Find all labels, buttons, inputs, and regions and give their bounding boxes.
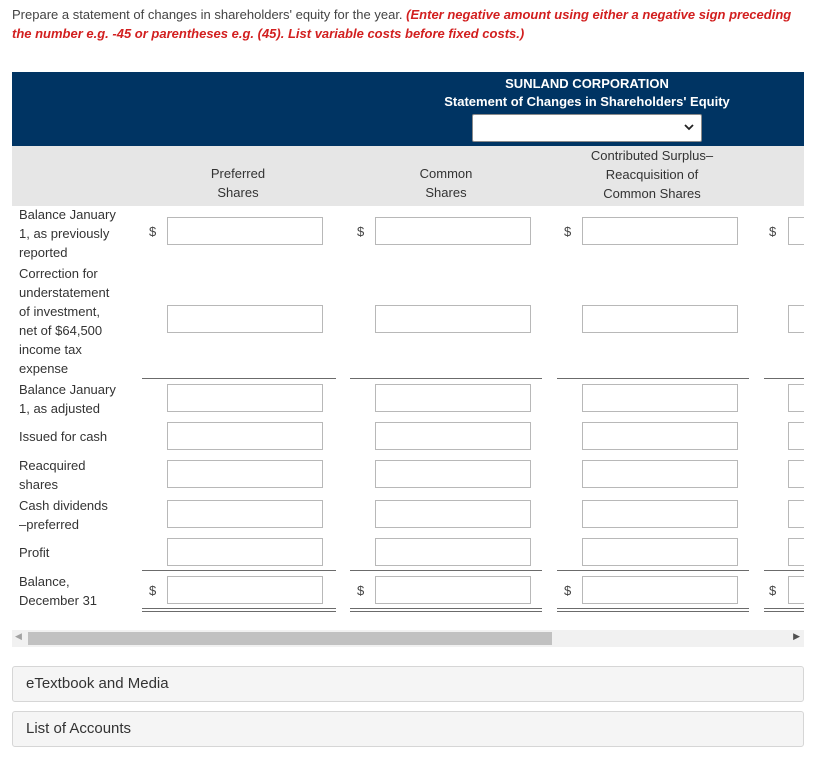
double-underline [764, 611, 804, 612]
scrollbar-thumb[interactable] [28, 632, 552, 645]
input-dividends-preferred[interactable] [167, 500, 323, 528]
row-label-line: expense [19, 361, 69, 376]
row-label-cash-dividends [19, 496, 108, 534]
row-label-profit [19, 543, 49, 562]
row-label-line: understatement [19, 285, 110, 300]
total-rule [350, 570, 542, 571]
input-reacquired-common[interactable] [375, 460, 531, 488]
currency-symbol: $ [564, 583, 572, 598]
company-name: SUNLAND CORPORATION [505, 76, 669, 91]
column-header-line: Common [419, 166, 473, 181]
subtotal-rule [764, 378, 804, 379]
statement-table [12, 72, 804, 620]
input-balance-dec31-preferred[interactable] [167, 576, 323, 604]
scroll-right-arrow-icon[interactable]: ▶ [793, 631, 800, 641]
row-label-line: Balance January [19, 382, 116, 397]
input-profit-contributed[interactable] [582, 538, 738, 566]
input-issued-common[interactable] [375, 422, 531, 450]
input-issued-contributed[interactable] [582, 422, 738, 450]
input-reacquired-contributed[interactable] [582, 460, 738, 488]
input-balance-reported-preferred[interactable] [167, 217, 323, 245]
input-balance-dec31-col4[interactable] [788, 576, 804, 604]
row-label-line: December 31 [19, 593, 98, 608]
currency-symbol: $ [357, 224, 365, 239]
input-dividends-common[interactable] [375, 500, 531, 528]
input-balance-adjusted-col4[interactable] [788, 384, 804, 412]
input-issued-preferred[interactable] [167, 422, 323, 450]
column-header-preferred [158, 164, 318, 202]
total-rule [557, 570, 749, 571]
subtotal-rule [557, 378, 749, 379]
currency-symbol: $ [564, 224, 572, 239]
row-label-balance-dec31 [19, 572, 97, 610]
input-correction-contributed[interactable] [582, 305, 738, 333]
column-header-line: Common Shares [603, 186, 701, 201]
input-balance-adjusted-common[interactable] [375, 384, 531, 412]
list-of-accounts-button[interactable]: List of Accounts [12, 711, 804, 747]
column-header-line: Contributed Surplus– [590, 148, 714, 163]
input-issued-col4[interactable] [788, 422, 804, 450]
currency-symbol: $ [149, 583, 157, 598]
input-correction-preferred[interactable] [167, 305, 323, 333]
instructions-note: (Enter negative amount using either a negative sign preceding the number e.g. -45 or parentheses e.g. (45). List variable costs before fixed costs.) [12, 7, 792, 41]
row-label-line: Balance January [19, 207, 116, 222]
column-header-contributed-surplus [572, 146, 732, 203]
row-label-line: 1, as previously [19, 226, 110, 241]
total-rule [764, 570, 804, 571]
column-header-band [12, 146, 804, 206]
row-label-reacquired-shares [19, 456, 86, 494]
scroll-left-arrow-icon[interactable]: ◀ [15, 631, 22, 641]
row-label-line: Balance, [19, 574, 70, 589]
input-profit-col4[interactable] [788, 538, 804, 566]
input-balance-dec31-common[interactable] [375, 576, 531, 604]
input-balance-dec31-contributed[interactable] [582, 576, 738, 604]
date-select[interactable] [472, 114, 702, 142]
input-dividends-col4[interactable] [788, 500, 804, 528]
input-profit-preferred[interactable] [167, 538, 323, 566]
horizontal-scrollbar[interactable] [12, 630, 804, 647]
statement-header [12, 72, 804, 146]
currency-symbol: $ [357, 583, 365, 598]
input-profit-common[interactable] [375, 538, 531, 566]
double-underline [350, 608, 542, 609]
total-rule [142, 570, 336, 571]
input-dividends-contributed[interactable] [582, 500, 738, 528]
column-header-line: Preferred [210, 166, 266, 181]
column-header-line: Reacquisition of [605, 167, 699, 182]
double-underline [142, 608, 336, 609]
instructions [12, 5, 812, 43]
row-label-line: income tax [19, 342, 82, 357]
row-label-line: Reacquired [19, 458, 86, 473]
row-label-line: Issued for cash [19, 429, 108, 444]
row-label-line: net of $64,500 [19, 323, 103, 338]
subtotal-rule [350, 378, 542, 379]
etextbook-and-media-button[interactable]: eTextbook and Media [12, 666, 804, 702]
row-label-line: Profit [19, 545, 50, 560]
input-balance-reported-common[interactable] [375, 217, 531, 245]
row-label-balance-jan-adjusted [19, 380, 116, 418]
row-label-line: 1, as adjusted [19, 401, 100, 416]
currency-symbol: $ [769, 224, 777, 239]
currency-symbol: $ [769, 583, 777, 598]
row-label-issued-for-cash [19, 427, 107, 446]
double-underline [557, 611, 749, 612]
double-underline [764, 608, 804, 609]
input-balance-reported-contributed[interactable] [582, 217, 738, 245]
row-label-balance-jan-reported [19, 205, 116, 262]
row-label-line: Correction for [19, 266, 98, 281]
chevron-down-icon [684, 120, 694, 134]
column-header-common [366, 164, 526, 202]
input-reacquired-col4[interactable] [788, 460, 804, 488]
input-reacquired-preferred[interactable] [167, 460, 323, 488]
subtotal-rule [142, 378, 336, 379]
double-underline [350, 611, 542, 612]
row-label-line: –preferred [19, 517, 79, 532]
input-balance-adjusted-contributed[interactable] [582, 384, 738, 412]
statement-title: Statement of Changes in Shareholders' Equity [444, 94, 730, 109]
input-correction-common[interactable] [375, 305, 531, 333]
instructions-lead: Prepare a statement of changes in shareholders' equity for the year. [12, 7, 403, 22]
currency-symbol: $ [149, 224, 157, 239]
input-balance-adjusted-preferred[interactable] [167, 384, 323, 412]
row-label-line: of investment, [19, 304, 100, 319]
row-label-line: Cash dividends [19, 498, 108, 513]
input-balance-reported-col4[interactable] [788, 217, 804, 245]
double-underline [557, 608, 749, 609]
column-header-line: Shares [217, 185, 259, 200]
row-label-line: shares [19, 477, 59, 492]
row-label-line: reported [19, 245, 68, 260]
row-label-correction [19, 264, 109, 378]
double-underline [142, 611, 336, 612]
input-correction-col4[interactable] [788, 305, 804, 333]
column-header-line: Shares [425, 185, 467, 200]
